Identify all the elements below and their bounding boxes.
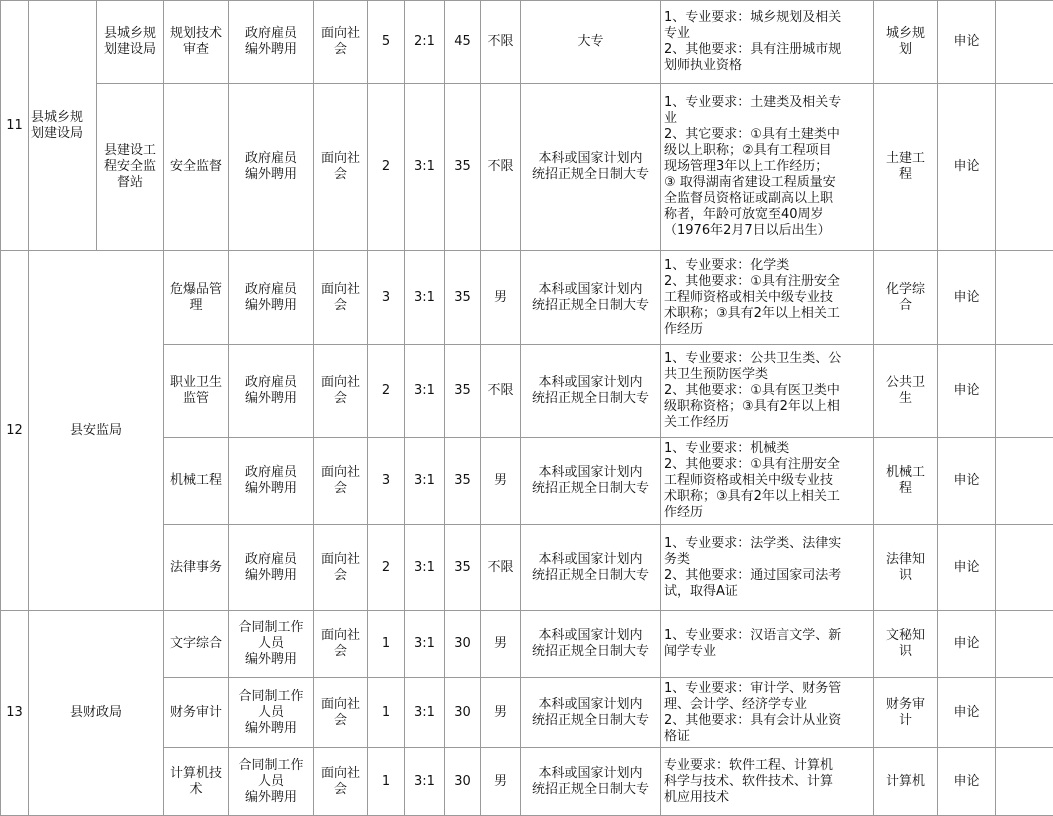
requirement-line: 1、专业要求：法学类、法律实 bbox=[664, 535, 842, 551]
ratio-cell bbox=[405, 438, 445, 525]
education-cell-text: 本科或国家计划内 统招正规全日制大专 bbox=[531, 551, 649, 583]
position-cell-text: 危爆品管 理 bbox=[169, 281, 222, 313]
blank-cell bbox=[996, 251, 1053, 345]
dept-cell-text: 县城乡规 划建设局 bbox=[31, 109, 84, 141]
gender-cell bbox=[481, 251, 521, 345]
seq-cell bbox=[1, 611, 29, 816]
requirement-line: 级以上职称；②具有工程项目 bbox=[664, 143, 832, 158]
ratio-cell-text: 3:1 bbox=[414, 383, 435, 398]
table-body bbox=[1, 1, 1053, 816]
count-cell-text: 5 bbox=[381, 34, 391, 49]
ratio-cell-text: 3:1 bbox=[414, 559, 435, 575]
exam-cell bbox=[938, 678, 996, 748]
age-cell bbox=[445, 345, 481, 438]
gender-cell-text: 不限 bbox=[487, 383, 514, 398]
subject-cell-text: 法律知 识 bbox=[885, 551, 925, 583]
nature-cell bbox=[229, 345, 314, 438]
age-cell-text: 30 bbox=[454, 773, 471, 789]
scope-cell bbox=[314, 251, 368, 345]
gender-cell-text: 不限 bbox=[487, 559, 514, 575]
position-cell-text: 规划技术 审查 bbox=[169, 26, 222, 57]
subject-cell bbox=[874, 84, 938, 251]
requirement-line: 称者，年龄可放宽至40周岁 bbox=[664, 207, 824, 222]
seq-cell-text: 12 bbox=[6, 422, 23, 438]
gender-cell-text: 男 bbox=[493, 289, 507, 305]
subject-cell bbox=[874, 251, 938, 345]
exam-cell-text: 申论 bbox=[953, 473, 980, 488]
age-cell bbox=[445, 748, 481, 816]
requirement-line: 现场管理3年以上工作经历； bbox=[664, 159, 829, 174]
subject-cell bbox=[874, 611, 938, 678]
exam-cell bbox=[938, 438, 996, 525]
education-cell bbox=[521, 345, 661, 438]
requirement-line: 务类 bbox=[664, 551, 691, 567]
age-cell-text: 35 bbox=[454, 473, 471, 488]
seq-cell bbox=[1, 251, 29, 611]
seq-cell bbox=[1, 1, 29, 251]
gender-cell bbox=[481, 678, 521, 748]
requirement-line: 全监督员资格证或副高以上职 bbox=[664, 191, 834, 206]
count-cell-text: 2 bbox=[381, 159, 391, 174]
age-cell bbox=[445, 438, 481, 525]
count-cell bbox=[368, 611, 405, 678]
seq-cell-text: 13 bbox=[6, 705, 23, 720]
exam-cell bbox=[938, 345, 996, 438]
table-row bbox=[1, 611, 1053, 678]
requirement-line: （1976年2月7日以后出生） bbox=[664, 223, 831, 238]
age-cell bbox=[445, 525, 481, 611]
nature-cell-text: 合同制工作 人员 编外聘用 bbox=[238, 620, 304, 667]
nature-cell bbox=[229, 525, 314, 611]
exam-cell bbox=[938, 1, 996, 84]
scope-cell bbox=[314, 678, 368, 748]
requirement-line: 1、专业要求：审计学、财务管 bbox=[664, 680, 842, 696]
requirement-line: 术职称；③具有2年以上相关工 bbox=[664, 489, 840, 504]
requirements-cell bbox=[661, 345, 874, 438]
table-row bbox=[1, 251, 1053, 345]
ratio-cell bbox=[405, 611, 445, 678]
blank-cell bbox=[996, 345, 1053, 438]
ratio-cell-text: 3:1 bbox=[414, 773, 435, 789]
requirement-line: 关工作经历 bbox=[664, 415, 730, 430]
scope-cell bbox=[314, 525, 368, 611]
subject-cell-text: 机械工 程 bbox=[885, 465, 925, 496]
requirement-line: 1、专业要求：汉语言文学、新 bbox=[664, 628, 842, 643]
requirement-line: 级职称资格；③具有2年以上相 bbox=[664, 399, 840, 414]
gender-cell-text: 不限 bbox=[487, 159, 514, 174]
nature-cell-text: 政府雇员 编外聘用 bbox=[244, 151, 297, 182]
blank-cell bbox=[996, 438, 1053, 525]
scope-cell bbox=[314, 1, 368, 84]
education-cell-text: 本科或国家计划内 统招正规全日制大专 bbox=[531, 696, 649, 728]
requirement-line: 作经历 bbox=[664, 505, 704, 520]
gender-cell bbox=[481, 1, 521, 84]
gender-cell-text: 男 bbox=[493, 773, 507, 789]
count-cell bbox=[368, 345, 405, 438]
count-cell-text: 1 bbox=[381, 636, 391, 651]
requirement-line: 2、其他要求：通过国家司法考 bbox=[664, 567, 842, 583]
requirement-line: 1、专业要求：公共卫生类、公 bbox=[664, 351, 842, 366]
requirement-line: 机应用技术 bbox=[664, 789, 730, 805]
unit-cell-text: 县建设工 程安全监 督站 bbox=[103, 143, 156, 190]
subject-cell bbox=[874, 438, 938, 525]
age-cell-text: 45 bbox=[454, 34, 471, 49]
position-cell-text: 安全监督 bbox=[169, 159, 222, 174]
requirement-line: 2、其他要求：①具有注册安全 bbox=[664, 273, 840, 289]
education-cell bbox=[521, 251, 661, 345]
exam-cell-text: 申论 bbox=[953, 773, 980, 789]
requirement-line: 1、专业要求：化学类 bbox=[664, 257, 790, 273]
exam-cell bbox=[938, 611, 996, 678]
position-cell bbox=[164, 251, 229, 345]
gender-cell bbox=[481, 84, 521, 251]
ratio-cell-text: 3:1 bbox=[414, 636, 435, 651]
requirement-line: 格证 bbox=[664, 728, 691, 744]
subject-cell bbox=[874, 748, 938, 816]
requirement-line: ③ 取得湖南省建设工程质量安 bbox=[664, 175, 836, 190]
table-row bbox=[1, 84, 1053, 251]
requirement-line: 划师执业资格 bbox=[664, 58, 743, 73]
education-cell bbox=[521, 438, 661, 525]
subject-cell bbox=[874, 678, 938, 748]
subject-cell-text: 文秘知 识 bbox=[885, 628, 925, 659]
requirement-line: 闻学专业 bbox=[664, 644, 717, 659]
nature-cell-text: 政府雇员 编外聘用 bbox=[244, 375, 297, 406]
education-cell bbox=[521, 611, 661, 678]
gender-cell-text: 男 bbox=[493, 704, 507, 720]
nature-cell bbox=[229, 678, 314, 748]
education-cell-text: 本科或国家计划内 统招正规全日制大专 bbox=[531, 628, 649, 659]
gender-cell-text: 不限 bbox=[487, 34, 514, 49]
scope-cell-text: 面向社 会 bbox=[320, 551, 360, 583]
dept-cell-text: 县安监局 bbox=[69, 422, 122, 438]
nature-cell bbox=[229, 611, 314, 678]
education-cell bbox=[521, 748, 661, 816]
exam-cell bbox=[938, 84, 996, 251]
exam-cell-text: 申论 bbox=[953, 289, 980, 305]
ratio-cell bbox=[405, 345, 445, 438]
gender-cell-text: 男 bbox=[493, 636, 507, 651]
count-cell-text: 3 bbox=[381, 289, 391, 305]
subject-cell-text: 计算机 bbox=[885, 773, 925, 789]
requirements-cell bbox=[661, 1, 874, 84]
gender-cell bbox=[481, 438, 521, 525]
scope-cell-text: 面向社 会 bbox=[320, 281, 360, 313]
requirement-line: 2、其他要求：具有注册城市规 bbox=[664, 42, 842, 57]
scope-cell bbox=[314, 611, 368, 678]
requirement-line: 科学与技术、软件技术、计算 bbox=[664, 773, 834, 789]
position-cell-text: 职业卫生 监管 bbox=[169, 375, 222, 406]
count-cell bbox=[368, 748, 405, 816]
requirement-line: 试，取得A证 bbox=[664, 583, 738, 599]
table-row bbox=[1, 1, 1053, 84]
requirements-cell bbox=[661, 251, 874, 345]
age-cell-text: 35 bbox=[454, 383, 471, 398]
position-cell-text: 法律事务 bbox=[169, 559, 222, 575]
requirement-line: 理、会计学、经济学专业 bbox=[664, 696, 808, 712]
age-cell-text: 35 bbox=[454, 289, 471, 305]
requirements-cell bbox=[661, 748, 874, 816]
position-cell bbox=[164, 84, 229, 251]
education-cell bbox=[521, 84, 661, 251]
ratio-cell bbox=[405, 525, 445, 611]
requirements-cell bbox=[661, 678, 874, 748]
requirements-cell bbox=[661, 84, 874, 251]
blank-cell bbox=[996, 748, 1053, 816]
education-cell-text: 大专 bbox=[577, 34, 604, 49]
scope-cell-text: 面向社 会 bbox=[320, 765, 360, 797]
ratio-cell bbox=[405, 84, 445, 251]
position-cell bbox=[164, 678, 229, 748]
requirement-line: 1、专业要求：机械类 bbox=[664, 441, 790, 456]
position-cell-text: 财务审计 bbox=[169, 704, 222, 720]
subject-cell-text: 化学综 合 bbox=[885, 281, 925, 313]
ratio-cell bbox=[405, 1, 445, 84]
exam-cell bbox=[938, 748, 996, 816]
requirement-line: 业 bbox=[664, 111, 678, 126]
nature-cell-text: 政府雇员 编外聘用 bbox=[244, 465, 297, 496]
exam-cell-text: 申论 bbox=[953, 704, 980, 720]
position-cell-text: 计算机技 术 bbox=[169, 765, 222, 797]
requirement-line: 作经历 bbox=[664, 321, 704, 337]
subject-cell bbox=[874, 525, 938, 611]
position-cell bbox=[164, 525, 229, 611]
exam-cell-text: 申论 bbox=[953, 159, 980, 174]
count-cell-text: 1 bbox=[381, 773, 391, 789]
education-cell-text: 本科或国家计划内 统招正规全日制大专 bbox=[531, 765, 649, 797]
count-cell-text: 3 bbox=[381, 473, 391, 488]
education-cell bbox=[521, 1, 661, 84]
ratio-cell bbox=[405, 251, 445, 345]
dept-cell-text: 县财政局 bbox=[69, 705, 122, 720]
scope-cell bbox=[314, 84, 368, 251]
nature-cell-text: 政府雇员 编外聘用 bbox=[244, 26, 297, 57]
age-cell bbox=[445, 1, 481, 84]
requirement-line: 共卫生预防医学类 bbox=[664, 367, 769, 382]
count-cell bbox=[368, 678, 405, 748]
ratio-cell bbox=[405, 748, 445, 816]
scope-cell bbox=[314, 345, 368, 438]
education-cell bbox=[521, 525, 661, 611]
nature-cell bbox=[229, 438, 314, 525]
count-cell-text: 2 bbox=[381, 559, 391, 575]
age-cell-text: 35 bbox=[454, 159, 471, 174]
ratio-cell-text: 3:1 bbox=[414, 704, 435, 720]
age-cell-text: 30 bbox=[454, 704, 471, 720]
dept-cell bbox=[29, 611, 164, 816]
ratio-cell-text: 3:1 bbox=[414, 473, 435, 488]
requirement-line: 1、专业要求：城乡规划及相关 bbox=[664, 10, 842, 25]
gender-cell bbox=[481, 525, 521, 611]
ratio-cell-text: 2:1 bbox=[414, 34, 435, 49]
position-cell bbox=[164, 438, 229, 525]
ratio-cell-text: 3:1 bbox=[414, 159, 435, 174]
scope-cell-text: 面向社 会 bbox=[320, 26, 360, 57]
exam-cell bbox=[938, 251, 996, 345]
count-cell bbox=[368, 525, 405, 611]
nature-cell bbox=[229, 748, 314, 816]
age-cell bbox=[445, 84, 481, 251]
gender-cell bbox=[481, 748, 521, 816]
unit-cell bbox=[97, 1, 164, 84]
nature-cell bbox=[229, 84, 314, 251]
blank-cell bbox=[996, 525, 1053, 611]
subject-cell-text: 公共卫 生 bbox=[885, 375, 925, 406]
exam-cell-text: 申论 bbox=[953, 636, 980, 651]
count-cell-text: 2 bbox=[381, 383, 391, 398]
gender-cell bbox=[481, 611, 521, 678]
nature-cell-text: 政府雇员 编外聘用 bbox=[244, 281, 297, 313]
education-cell-text: 本科或国家计划内 统招正规全日制大专 bbox=[531, 375, 649, 406]
position-cell-text: 机械工程 bbox=[169, 473, 222, 488]
requirement-line: 专业 bbox=[664, 26, 691, 41]
scope-cell-text: 面向社 会 bbox=[320, 628, 360, 659]
count-cell bbox=[368, 438, 405, 525]
age-cell-text: 35 bbox=[454, 559, 471, 575]
scope-cell-text: 面向社 会 bbox=[320, 151, 360, 182]
nature-cell-text: 合同制工作 人员 编外聘用 bbox=[238, 688, 304, 736]
unit-cell bbox=[97, 84, 164, 251]
seq-cell-text: 11 bbox=[6, 117, 23, 133]
requirement-line: 术职称；③具有2年以上相关工 bbox=[664, 305, 840, 321]
requirement-line: 工程师资格或相关中级专业技 bbox=[664, 473, 834, 488]
count-cell bbox=[368, 1, 405, 84]
position-cell bbox=[164, 1, 229, 84]
requirement-line: 2、其它要求：①具有土建类中 bbox=[664, 127, 840, 142]
education-cell-text: 本科或国家计划内 统招正规全日制大专 bbox=[531, 151, 649, 182]
subject-cell bbox=[874, 345, 938, 438]
nature-cell-text: 政府雇员 编外聘用 bbox=[244, 551, 297, 583]
blank-cell bbox=[996, 84, 1053, 251]
age-cell-text: 30 bbox=[454, 636, 471, 651]
subject-cell-text: 土建工 程 bbox=[885, 151, 925, 182]
count-cell bbox=[368, 251, 405, 345]
education-cell-text: 本科或国家计划内 统招正规全日制大专 bbox=[531, 465, 649, 496]
position-cell bbox=[164, 611, 229, 678]
unit-cell-text: 县城乡规 划建设局 bbox=[103, 26, 156, 57]
education-cell-text: 本科或国家计划内 统招正规全日制大专 bbox=[531, 281, 649, 313]
ratio-cell-text: 3:1 bbox=[414, 289, 435, 305]
position-cell bbox=[164, 345, 229, 438]
requirement-line: 1、专业要求：土建类及相关专 bbox=[664, 95, 842, 110]
dept-cell bbox=[29, 1, 97, 251]
requirement-line: 2、其他要求：①具有医卫类中 bbox=[664, 383, 840, 398]
position-cell bbox=[164, 748, 229, 816]
scope-cell-text: 面向社 会 bbox=[320, 465, 360, 496]
exam-cell bbox=[938, 525, 996, 611]
subject-cell-text: 财务审 计 bbox=[885, 696, 925, 728]
age-cell bbox=[445, 678, 481, 748]
dept-cell bbox=[29, 251, 164, 611]
blank-cell bbox=[996, 611, 1053, 678]
subject-cell-text: 城乡规 划 bbox=[885, 26, 925, 57]
requirement-line: 2、其他要求：①具有注册安全 bbox=[664, 457, 840, 472]
position-cell-text: 文字综合 bbox=[169, 636, 222, 651]
scope-cell-text: 面向社 会 bbox=[320, 375, 360, 406]
gender-cell-text: 男 bbox=[493, 473, 507, 488]
blank-cell bbox=[996, 678, 1053, 748]
subject-cell bbox=[874, 1, 938, 84]
ratio-cell bbox=[405, 678, 445, 748]
exam-cell-text: 申论 bbox=[953, 383, 980, 398]
exam-cell-text: 申论 bbox=[953, 559, 980, 575]
gender-cell bbox=[481, 345, 521, 438]
scope-cell bbox=[314, 438, 368, 525]
requirement-line: 2、其他要求：具有会计从业资 bbox=[664, 712, 842, 728]
nature-cell bbox=[229, 251, 314, 345]
age-cell bbox=[445, 251, 481, 345]
requirements-cell bbox=[661, 438, 874, 525]
nature-cell bbox=[229, 1, 314, 84]
scope-cell bbox=[314, 748, 368, 816]
blank-cell bbox=[996, 1, 1053, 84]
requirements-cell bbox=[661, 525, 874, 611]
scope-cell-text: 面向社 会 bbox=[320, 696, 360, 728]
requirements-cell bbox=[661, 611, 874, 678]
age-cell bbox=[445, 611, 481, 678]
count-cell-text: 1 bbox=[381, 704, 391, 720]
education-cell bbox=[521, 678, 661, 748]
requirement-line: 专业要求：软件工程、计算机 bbox=[664, 757, 834, 773]
exam-cell-text: 申论 bbox=[953, 34, 980, 49]
requirement-line: 工程师资格或相关中级专业技 bbox=[664, 289, 834, 305]
count-cell bbox=[368, 84, 405, 251]
nature-cell-text: 合同制工作 人员 编外聘用 bbox=[238, 757, 304, 805]
